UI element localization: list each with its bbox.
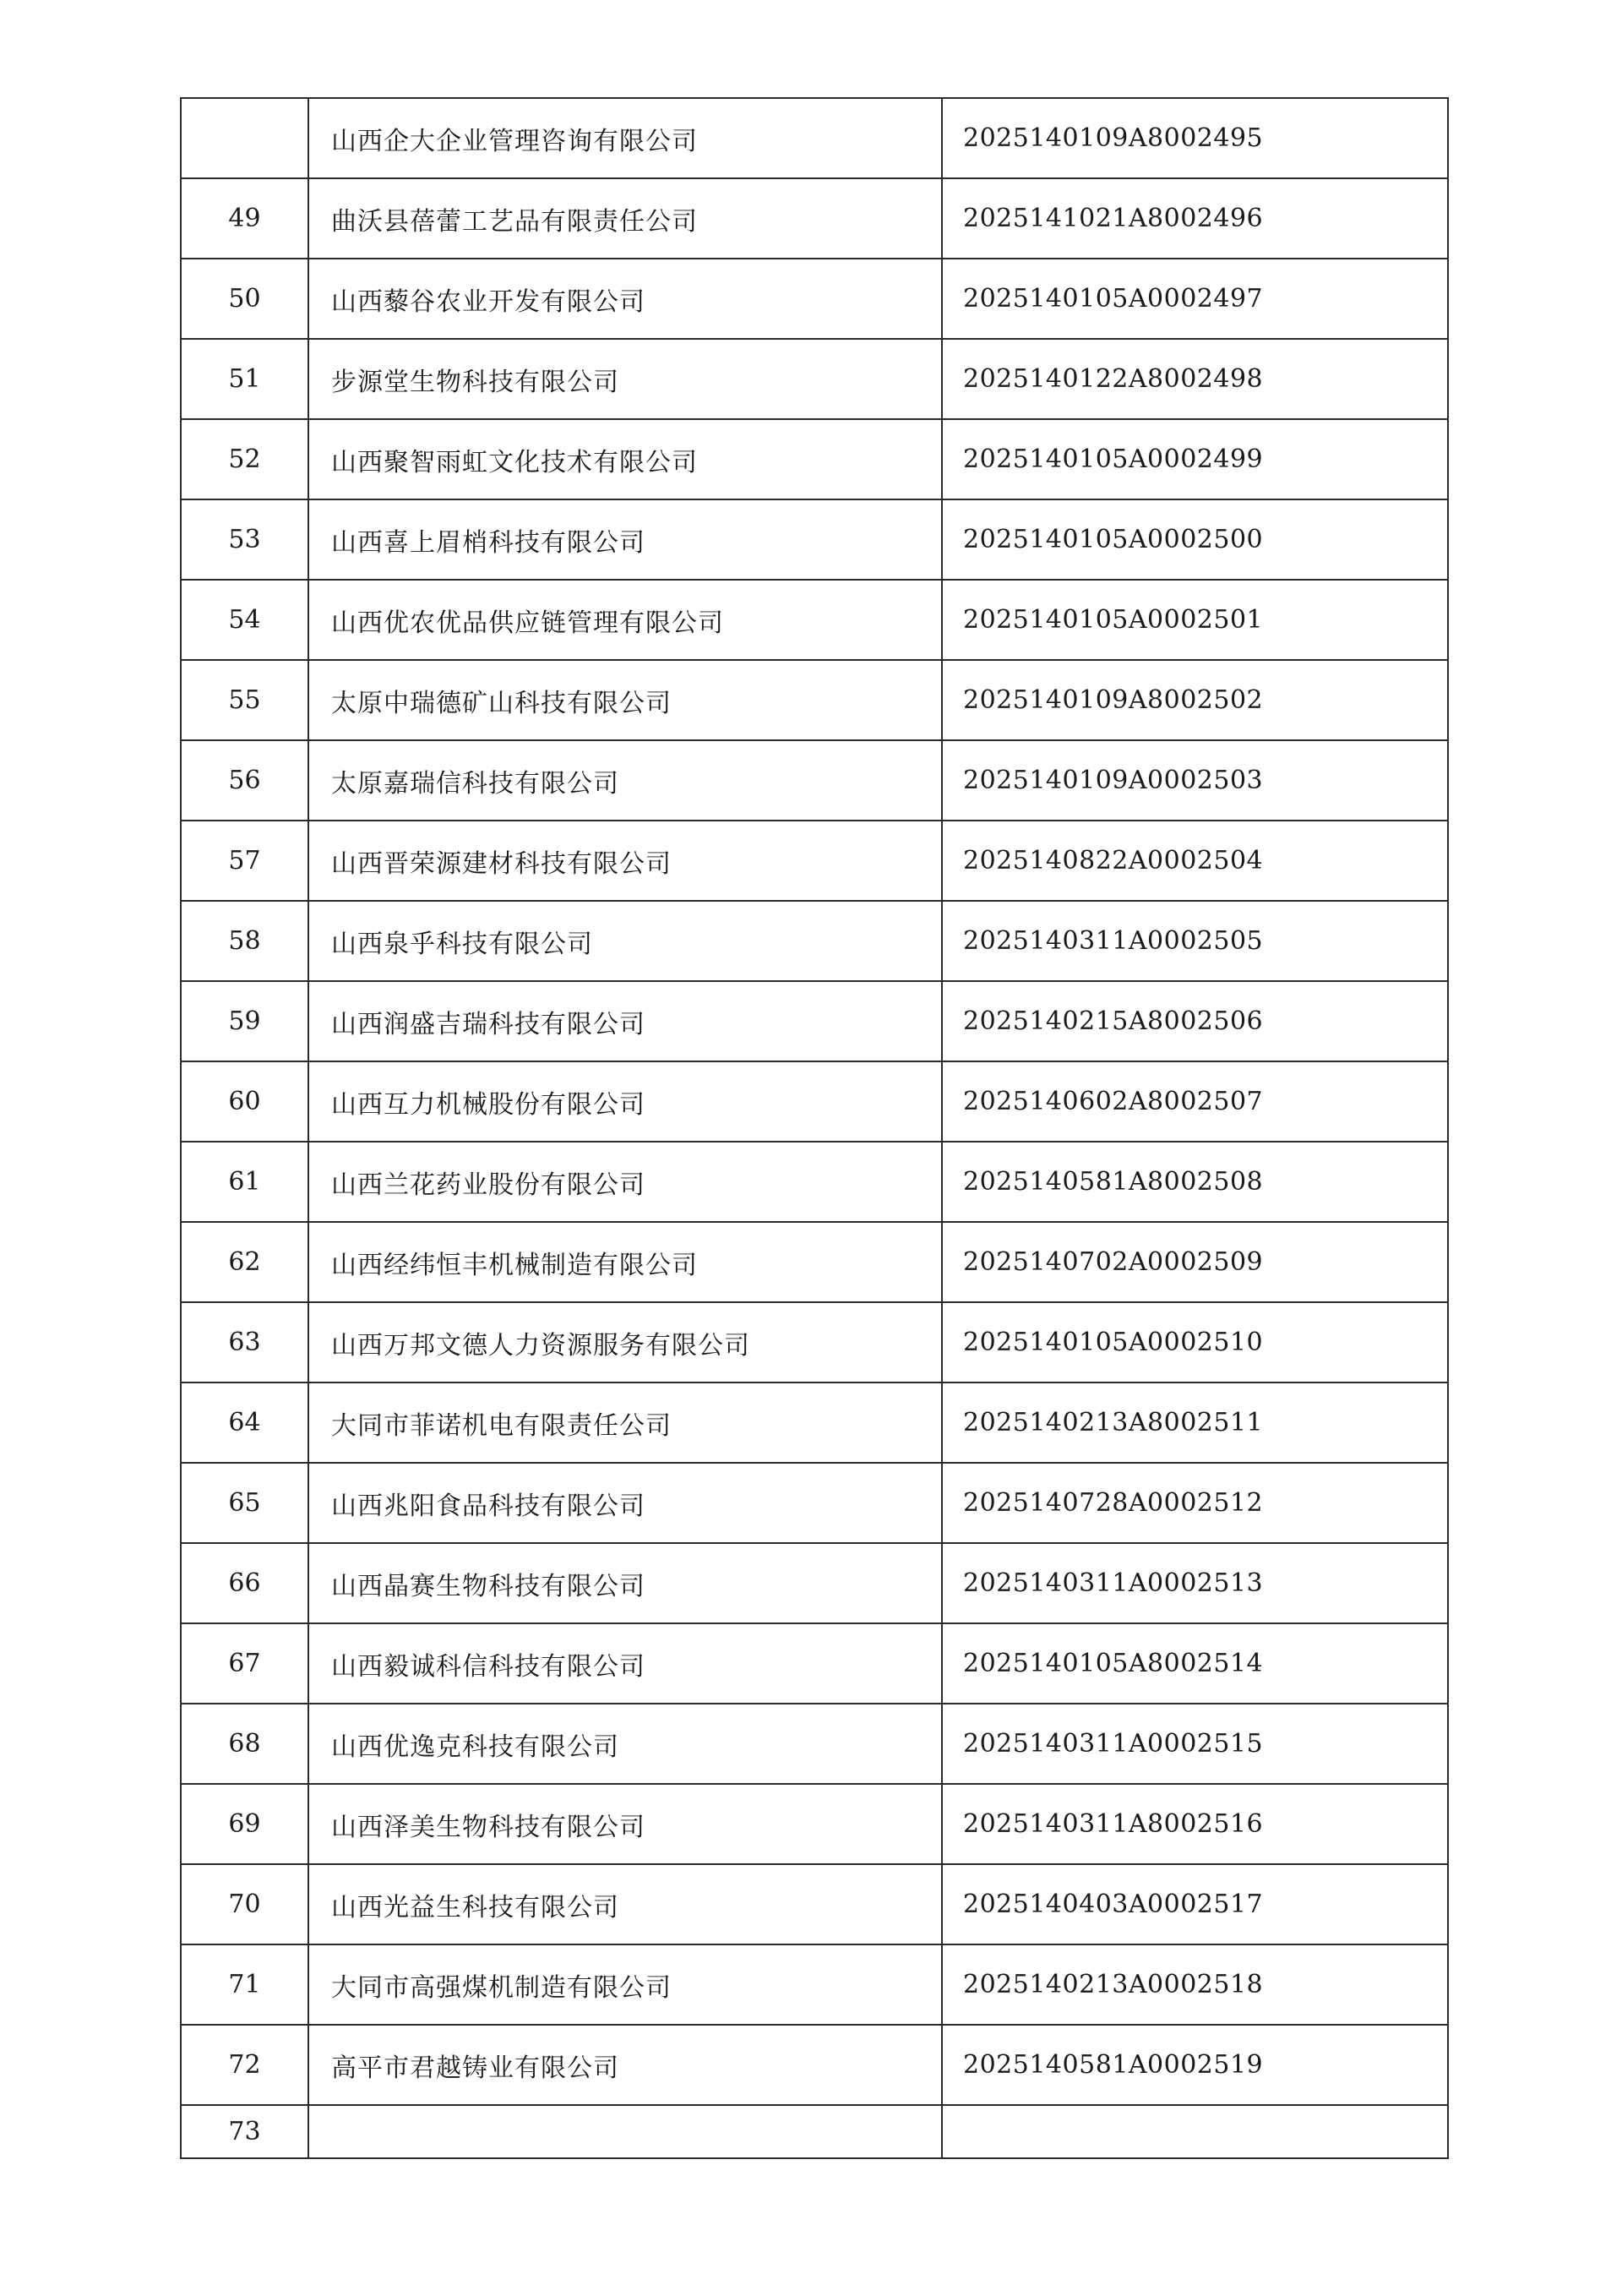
company-name: 山西兆阳食品科技有限公司 [308,1463,942,1543]
registration-code: 2025140581A8002508 [942,1142,1448,1222]
table-row [181,1543,1448,1623]
registration-code: 2025140311A0002505 [942,901,1448,981]
company-name: 山西万邦文德人力资源服务有限公司 [308,1302,942,1383]
row-number: 63 [181,1302,308,1383]
company-name: 山西优农优品供应链管理有限公司 [308,580,942,660]
row-number: 53 [181,499,308,580]
table-row [181,419,1448,499]
company-name: 山西经纬恒丰机械制造有限公司 [308,1222,942,1302]
table-row [181,1222,1448,1302]
row-number: 68 [181,1704,308,1784]
row-number: 62 [181,1222,308,1302]
table-row [181,259,1448,339]
company-name: 山西优逸克科技有限公司 [308,1704,942,1784]
table-row [181,901,1448,981]
table-row [181,2025,1448,2105]
company-name: 山西光益生科技有限公司 [308,1864,942,1944]
table-row [181,1061,1448,1142]
company-name: 步源堂生物科技有限公司 [308,339,942,419]
row-number: 56 [181,740,308,821]
registration-code: 2025140403A0002517 [942,1864,1448,1944]
row-number: 49 [181,178,308,259]
table-row [181,981,1448,1061]
company-name: 山西聚智雨虹文化技术有限公司 [308,419,942,499]
registration-code: 2025140109A0002503 [942,740,1448,821]
table-row [181,98,1448,178]
row-number: 64 [181,1383,308,1463]
company-name: 山西企大企业管理咨询有限公司 [308,98,942,178]
table-row [181,1463,1448,1543]
company-name: 山西晋荣源建材科技有限公司 [308,821,942,901]
row-number: 72 [181,2025,308,2105]
row-number: 52 [181,419,308,499]
registration-code: 2025140311A8002516 [942,1784,1448,1864]
registration-code: 2025140105A0002499 [942,419,1448,499]
table-row [181,499,1448,580]
table-row [181,1704,1448,1784]
table-row [181,2105,1448,2158]
company-name: 大同市高强煤机制造有限公司 [308,1944,942,2025]
company-name: 曲沃县蓓蕾工艺品有限责任公司 [308,178,942,259]
registration-code: 2025140311A0002513 [942,1543,1448,1623]
row-number: 73 [181,2105,308,2158]
table-row [181,1142,1448,1222]
company-name: 山西泽美生物科技有限公司 [308,1784,942,1864]
registration-code: 2025140728A0002512 [942,1463,1448,1543]
row-number: 54 [181,580,308,660]
row-number: 57 [181,821,308,901]
registration-code: 2025140213A8002511 [942,1383,1448,1463]
table-row [181,1864,1448,1944]
row-number: 69 [181,1784,308,1864]
registration-code: 2025140105A0002510 [942,1302,1448,1383]
table-row [181,1944,1448,2025]
registration-code: 2025140602A8002507 [942,1061,1448,1142]
company-name: 太原中瑞德矿山科技有限公司 [308,660,942,740]
registration-code: 2025140215A8002506 [942,981,1448,1061]
company-name: 山西兰花药业股份有限公司 [308,1142,942,1222]
company-name: 山西喜上眉梢科技有限公司 [308,499,942,580]
company-name [308,2105,942,2158]
row-number: 65 [181,1463,308,1543]
company-name: 太原嘉瑞信科技有限公司 [308,740,942,821]
table-row [181,1302,1448,1383]
row-number: 60 [181,1061,308,1142]
company-name: 大同市菲诺机电有限责任公司 [308,1383,942,1463]
company-name: 山西互力机械股份有限公司 [308,1061,942,1142]
company-name: 山西晶赛生物科技有限公司 [308,1543,942,1623]
registration-code: 2025140105A0002501 [942,580,1448,660]
registration-code: 2025140105A0002500 [942,499,1448,580]
registration-code: 2025140109A8002502 [942,660,1448,740]
registration-code: 2025140581A0002519 [942,2025,1448,2105]
row-number: 67 [181,1623,308,1704]
company-registry-table [180,97,1449,2159]
company-name: 山西泉乎科技有限公司 [308,901,942,981]
row-number: 55 [181,660,308,740]
table-row [181,1383,1448,1463]
row-number: 66 [181,1543,308,1623]
company-name: 山西毅诚科信科技有限公司 [308,1623,942,1704]
row-number: 71 [181,1944,308,2025]
registration-code: 2025140702A0002509 [942,1222,1448,1302]
row-number: 50 [181,259,308,339]
registration-code: 2025140213A0002518 [942,1944,1448,2025]
company-name: 高平市君越铸业有限公司 [308,2025,942,2105]
row-number: 58 [181,901,308,981]
registration-code: 2025140105A8002514 [942,1623,1448,1704]
company-name: 山西润盛吉瑞科技有限公司 [308,981,942,1061]
table-row [181,821,1448,901]
table-row [181,580,1448,660]
registry-table-body [181,98,1448,2158]
registration-code: 2025140122A8002498 [942,339,1448,419]
table-row [181,740,1448,821]
table-row [181,1623,1448,1704]
table-row [181,1784,1448,1864]
table-row [181,660,1448,740]
row-number [181,98,308,178]
row-number: 70 [181,1864,308,1944]
company-name: 山西藜谷农业开发有限公司 [308,259,942,339]
registration-code: 2025140311A0002515 [942,1704,1448,1784]
table-row [181,178,1448,259]
row-number: 51 [181,339,308,419]
registration-code: 2025141021A8002496 [942,178,1448,259]
row-number: 61 [181,1142,308,1222]
registration-code: 2025140109A8002495 [942,98,1448,178]
registration-code [942,2105,1448,2158]
table-row [181,339,1448,419]
registration-code: 2025140105A0002497 [942,259,1448,339]
row-number: 59 [181,981,308,1061]
registration-code: 2025140822A0002504 [942,821,1448,901]
